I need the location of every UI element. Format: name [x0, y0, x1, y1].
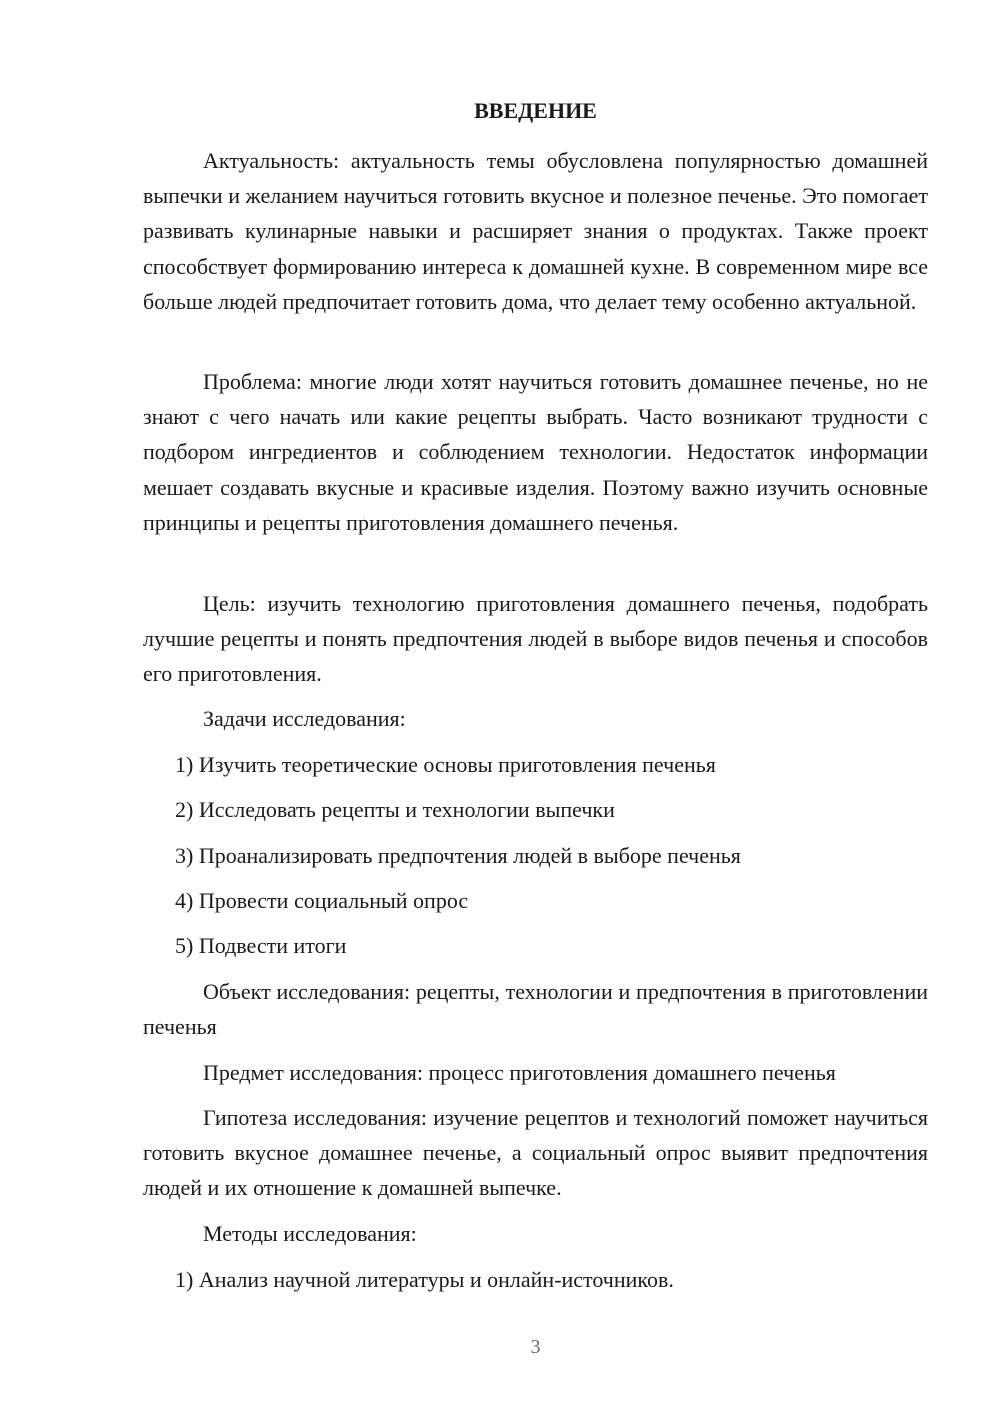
- methods-heading: Методы исследования:: [203, 1221, 417, 1246]
- subject-paragraph: Предмет исследования: процесс приготовления домашнего печенья: [203, 1060, 836, 1085]
- task-item: 1) Изучить теоретические основы приготовления печенья: [175, 752, 716, 777]
- page-number: 3: [530, 1336, 541, 1358]
- task-item: 4) Провести социальный опрос: [175, 888, 469, 913]
- task-item: 2) Исследовать рецепты и технологии выпечки: [175, 797, 615, 822]
- tasks-heading: Задачи исследования:: [203, 706, 406, 731]
- relevance-paragraph: Актуальность: актуальность темы обусловлена популярностью домашней выпечки и желанием научиться готовить вкусное и полезное печенье. Это помогает развивать кулинарные навыки и расширяет знания о продуктах. Также проект способствует формированию интереса к домашней кухне. В современном мире все больше людей предпочитает готовить дома, что делает тему особенно актуальной.: [143, 148, 928, 314]
- hypothesis-paragraph: Гипотеза исследования: изучение рецептов и технологий поможет научиться готовить вкусное домашнее печенье, а социальный опрос выявит предпочтения людей и их отношение к домашней выпечке.: [143, 1105, 928, 1201]
- object-paragraph: Объект исследования: рецепты, технологии и предпочтения в приготовлении печенья: [143, 979, 928, 1040]
- page-title: ВВЕДЕНИЕ: [474, 98, 597, 123]
- task-item: 5) Подвести итоги: [175, 933, 347, 958]
- method-item: 1) Анализ научной литературы и онлайн-источников.: [175, 1267, 674, 1292]
- goal-paragraph: Цель: изучить технологию приготовления домашнего печенья, подобрать лучшие рецепты и понять предпочтения людей в выборе видов печенья и способов его приготовления.: [143, 591, 928, 687]
- task-item: 3) Проанализировать предпочтения людей в выборе печенья: [175, 843, 741, 868]
- document-page: [143, 0, 928, 1414]
- problem-paragraph: Проблема: многие люди хотят научиться готовить домашнее печенье, но не знают с чего начать или какие рецепты выбрать. Часто возникают трудности с подбором ингредиентов и соблюдением технологии. Недостаток информации мешает создавать вкусные и красивые изделия. Поэтому важно изучить основные принципы и рецепты приготовления домашнего печенья.: [143, 369, 928, 535]
